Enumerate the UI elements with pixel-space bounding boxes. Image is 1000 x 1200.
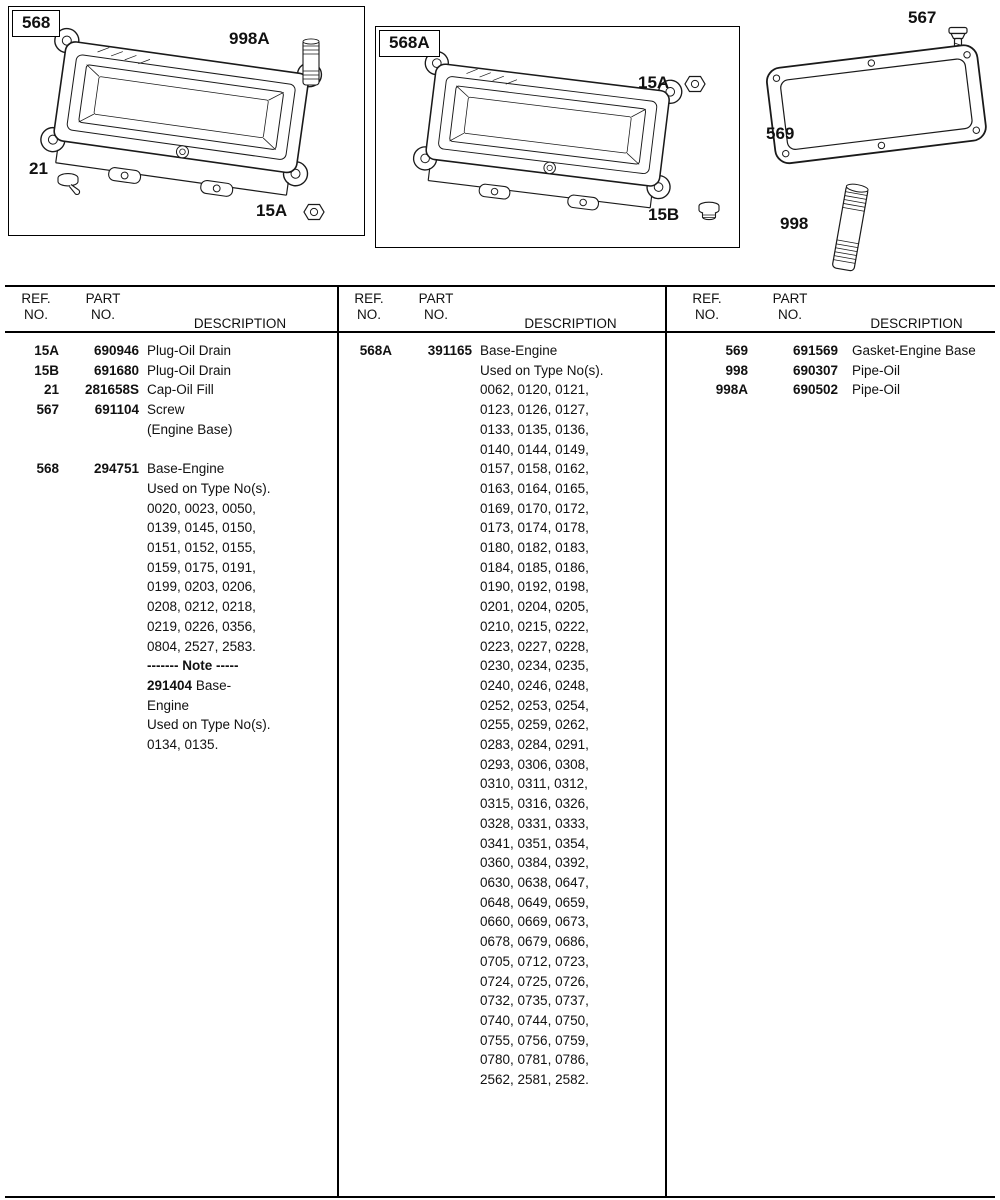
- parts-column-1: [5, 285, 337, 1198]
- ref-no: [346, 932, 392, 952]
- part-no: [400, 459, 472, 479]
- table-row: [13, 499, 335, 519]
- ref-no: [13, 518, 59, 538]
- table-row: [346, 755, 663, 775]
- description-line: 0020, 0023, 0050,: [147, 500, 256, 516]
- part-no: [400, 991, 472, 1011]
- table-row: [346, 952, 663, 972]
- part-no: [400, 814, 472, 834]
- part-no: [400, 499, 472, 519]
- table-row: [346, 440, 663, 460]
- part-no: [67, 597, 139, 617]
- header-ref-no: REF. NO.: [354, 291, 384, 322]
- description-line: 0173, 0174, 0178,: [480, 520, 589, 536]
- description-line: 0199, 0203, 0206,: [147, 579, 256, 595]
- oil-drain-plug-icon: [696, 201, 722, 225]
- part-no: [400, 479, 472, 499]
- ref-no: [346, 696, 392, 716]
- ref-no: [346, 715, 392, 735]
- parts-entry: [13, 380, 335, 400]
- header-description: DESCRIPTION: [870, 315, 963, 331]
- table-row: [346, 1070, 663, 1090]
- table-row: [346, 420, 663, 440]
- part-no: [400, 1031, 472, 1051]
- part-no: [400, 656, 472, 676]
- part-no: [400, 755, 472, 775]
- ref-no: [13, 420, 59, 440]
- description-line: Used on Type No(s).: [480, 362, 604, 378]
- part-no: [67, 637, 139, 657]
- table-row: [676, 361, 993, 381]
- part-no: [400, 420, 472, 440]
- ref-no: [13, 696, 59, 716]
- ref-no: 15A: [34, 343, 59, 358]
- part-no: [400, 637, 472, 657]
- description-line: 0163, 0164, 0165,: [480, 480, 589, 496]
- parts-entry: [13, 361, 335, 381]
- ref-no: [346, 400, 392, 420]
- table-row: [346, 518, 663, 538]
- description-line: 0740, 0744, 0750,: [480, 1012, 589, 1028]
- ref-no: [346, 637, 392, 657]
- table-row: [346, 617, 663, 637]
- description-line: Plug-Oil Drain: [147, 362, 232, 378]
- description-line: 0184, 0185, 0186,: [480, 559, 589, 575]
- table-row: [346, 1050, 663, 1070]
- ref-no: 567: [36, 402, 59, 418]
- parts-entry: [676, 361, 993, 381]
- description-line: (Engine Base): [147, 421, 233, 437]
- part-no: [400, 617, 472, 637]
- part-no: [400, 774, 472, 794]
- part-no: 691680: [93, 362, 139, 378]
- table-row: [346, 380, 663, 400]
- description-line: 0660, 0669, 0673,: [480, 914, 589, 930]
- parts-column-body: [5, 331, 337, 755]
- description-line: 0705, 0712, 0723,: [480, 953, 589, 969]
- part-no: [67, 538, 139, 558]
- part-no: 690307: [792, 362, 838, 378]
- description-line: 0208, 0212, 0218,: [147, 599, 256, 615]
- parts-entry: [13, 400, 335, 439]
- table-row: [676, 341, 993, 361]
- table-row: [346, 814, 663, 834]
- ref-no: [13, 617, 59, 637]
- part-no: [400, 794, 472, 814]
- description-line: 0134, 0135.: [147, 737, 219, 753]
- callout-15A: 15A: [638, 73, 670, 92]
- description-line: 0328, 0331, 0333,: [480, 815, 589, 831]
- part-no: [400, 873, 472, 893]
- ref-no: [346, 617, 392, 637]
- description-line: 0230, 0234, 0235,: [480, 658, 589, 674]
- ref-no: [346, 735, 392, 755]
- ref-no: [346, 518, 392, 538]
- table-row: [346, 774, 663, 794]
- header-description: DESCRIPTION: [524, 315, 617, 331]
- table-row: [13, 361, 335, 381]
- part-no: [400, 893, 472, 913]
- description-line: Base-Engine: [480, 343, 558, 358]
- description-line: 291404 Base-: [147, 677, 232, 693]
- table-row: [13, 696, 335, 716]
- description-line: 0169, 0170, 0172,: [480, 500, 589, 516]
- description-line: Pipe-Oil: [852, 382, 901, 398]
- oil-pipe-illustration: [824, 180, 876, 278]
- description-line: 0157, 0158, 0162,: [480, 461, 589, 477]
- part-no: [400, 912, 472, 932]
- ref-no: [346, 577, 392, 597]
- description-line: 2562, 2581, 2582.: [480, 1072, 589, 1088]
- part-no: [400, 696, 472, 716]
- description-line: ------- Note -----: [147, 658, 239, 674]
- description-line: 0780, 0781, 0786,: [480, 1052, 589, 1068]
- description-line: 0210, 0215, 0222,: [480, 618, 589, 634]
- ref-no: 21: [43, 382, 59, 398]
- part-no: [400, 380, 472, 400]
- table-row: [13, 715, 335, 735]
- callout-569: 569: [766, 124, 795, 143]
- ref-no: [13, 676, 59, 696]
- part-no: [67, 558, 139, 578]
- description-line: 0180, 0182, 0183,: [480, 540, 589, 556]
- part-no: [400, 597, 472, 617]
- description-line: 0255, 0259, 0262,: [480, 717, 589, 733]
- description-line: 0804, 2527, 2583.: [147, 638, 256, 654]
- description-line: Plug-Oil Drain: [147, 343, 232, 358]
- ref-no: [346, 912, 392, 932]
- ref-no: [346, 459, 392, 479]
- part-no: [67, 656, 139, 676]
- description-line: Used on Type No(s).: [147, 717, 271, 733]
- description-line: 0240, 0246, 0248,: [480, 677, 589, 693]
- header-part-no: PART NO.: [418, 291, 454, 322]
- table-row: [346, 637, 663, 657]
- ref-no: [346, 794, 392, 814]
- description-line: 0293, 0306, 0308,: [480, 756, 589, 772]
- table-row: [13, 656, 335, 676]
- ref-no: [13, 479, 59, 499]
- table-row: [346, 696, 663, 716]
- description-line: Pipe-Oil: [852, 362, 901, 378]
- table-row: [346, 479, 663, 499]
- part-no: [400, 715, 472, 735]
- ref-no: [346, 952, 392, 972]
- ref-no: [346, 873, 392, 893]
- part-no: [400, 440, 472, 460]
- part-no: 691104: [94, 402, 139, 418]
- ref-no: [346, 440, 392, 460]
- part-no: [400, 558, 472, 578]
- description-line: 0678, 0679, 0686,: [480, 934, 589, 950]
- table-row: [346, 991, 663, 1011]
- table-row: [13, 518, 335, 538]
- ref-no: [13, 558, 59, 578]
- part-no: [67, 479, 139, 499]
- oil-fill-cap-icon: [56, 171, 88, 199]
- description-line: Base-Engine: [147, 461, 225, 477]
- description-line: 0724, 0725, 0726,: [480, 973, 589, 989]
- description-line: 0341, 0351, 0354,: [480, 835, 589, 851]
- part-no: [400, 952, 472, 972]
- part-no: [400, 518, 472, 538]
- description-line: Cap-Oil Fill: [147, 382, 214, 398]
- ref-no: [13, 715, 59, 735]
- parts-column-2: [338, 285, 665, 1198]
- parts-entry: [346, 341, 663, 1090]
- part-no: [400, 735, 472, 755]
- ref-no: 568: [36, 461, 59, 477]
- table-row: [13, 558, 335, 578]
- oil-pipe-icon: [296, 37, 326, 89]
- ref-no: [346, 991, 392, 1011]
- part-no: [67, 676, 139, 696]
- diagram-panel-568A: [375, 26, 740, 248]
- table-row: [13, 341, 335, 361]
- ref-no: [346, 1011, 392, 1031]
- table-header: [666, 285, 995, 331]
- part-no: 690946: [93, 343, 139, 358]
- table-row: [13, 479, 335, 499]
- table-row: [346, 400, 663, 420]
- part-no: [67, 696, 139, 716]
- parts-entry: [676, 341, 993, 361]
- ref-no: [346, 538, 392, 558]
- table-row: [13, 577, 335, 597]
- diagram-panel-568: [8, 6, 365, 236]
- ref-no: [13, 538, 59, 558]
- callout-21: 21: [29, 159, 48, 178]
- table-row: [346, 656, 663, 676]
- part-no: [400, 834, 472, 854]
- part-no: 294751: [93, 461, 139, 477]
- ref-no: [346, 656, 392, 676]
- description-line: Used on Type No(s).: [147, 480, 271, 496]
- table-row: [676, 380, 993, 400]
- description-line: 0310, 0311, 0312,: [480, 776, 588, 792]
- description-line: 0133, 0135, 0136,: [480, 421, 589, 437]
- ref-no: [346, 558, 392, 578]
- table-row: [13, 735, 335, 755]
- description-line: Engine: [147, 697, 190, 713]
- header-ref-no: REF. NO.: [692, 291, 722, 322]
- ref-no: [346, 1070, 392, 1090]
- description-line: 0283, 0284, 0291,: [480, 737, 589, 753]
- table-row: [346, 893, 663, 913]
- part-no: [400, 972, 472, 992]
- ref-no: [13, 735, 59, 755]
- description-line: 0139, 0145, 0150,: [147, 520, 256, 536]
- callout-15B: 15B: [648, 205, 680, 224]
- table-row: [346, 361, 663, 381]
- header-description: DESCRIPTION: [193, 315, 287, 331]
- table-row: [346, 558, 663, 578]
- table-row: [13, 420, 335, 440]
- table-row: [346, 735, 663, 755]
- engine-base-gasket-illustration: [758, 24, 998, 179]
- parts-column-3: [666, 285, 995, 1198]
- header-part-no: PART NO.: [772, 291, 808, 322]
- parts-entry: [13, 459, 335, 755]
- part-no: [400, 1050, 472, 1070]
- ref-no: [346, 972, 392, 992]
- ref-no: [346, 676, 392, 696]
- description-line: 0315, 0316, 0326,: [480, 796, 589, 812]
- part-no: [67, 617, 139, 637]
- table-row: [346, 538, 663, 558]
- oil-drain-plug-icon: [684, 75, 706, 93]
- description-line: 0190, 0192, 0198,: [480, 579, 589, 595]
- description-line: 0252, 0253, 0254,: [480, 697, 589, 713]
- description-line: 0219, 0226, 0356,: [147, 618, 256, 634]
- table-row: [346, 873, 663, 893]
- table-row: [346, 834, 663, 854]
- table-row: [13, 538, 335, 558]
- part-no: [67, 577, 139, 597]
- table-row: [346, 459, 663, 479]
- oil-drain-plug-icon: [303, 203, 325, 221]
- ref-no: [346, 1031, 392, 1051]
- parts-entry: [13, 341, 335, 361]
- description-line: 0755, 0756, 0759,: [480, 1032, 589, 1048]
- part-no: [400, 361, 472, 381]
- ref-no: [346, 893, 392, 913]
- panel-label-568: 568: [12, 10, 60, 37]
- table-row: [13, 637, 335, 657]
- ref-no: 569: [725, 343, 748, 358]
- description-line: 0123, 0126, 0127,: [480, 402, 589, 418]
- panel-label-568A: 568A: [379, 30, 440, 57]
- description-line: 0223, 0227, 0228,: [480, 638, 589, 654]
- ref-no: [13, 597, 59, 617]
- table-row: [346, 341, 663, 361]
- parts-column-body: [666, 331, 995, 400]
- ref-no: [346, 420, 392, 440]
- part-no: [400, 577, 472, 597]
- ref-no: [13, 656, 59, 676]
- part-no: [400, 932, 472, 952]
- description-line: 0630, 0638, 0647,: [480, 874, 589, 890]
- table-row: [346, 715, 663, 735]
- table-row: [346, 577, 663, 597]
- part-no: [67, 518, 139, 538]
- description-line: 0140, 0144, 0149,: [480, 441, 589, 457]
- parts-column-body: [338, 331, 665, 1090]
- header-ref-no: REF. NO.: [21, 291, 51, 322]
- ref-no: [346, 361, 392, 381]
- ref-no: 568A: [359, 343, 392, 358]
- table-row: [13, 597, 335, 617]
- table-row: [13, 400, 335, 420]
- table-row: [346, 499, 663, 519]
- table-header: [5, 285, 337, 331]
- table-row: [346, 597, 663, 617]
- table-header: [338, 285, 665, 331]
- description-line: 0062, 0120, 0121,: [480, 382, 589, 398]
- part-no: [400, 1070, 472, 1090]
- ref-no: [346, 755, 392, 775]
- ref-no: [346, 814, 392, 834]
- table-row: [13, 676, 335, 696]
- part-no: [400, 538, 472, 558]
- callout-998: 998: [780, 214, 809, 233]
- table-row: [346, 794, 663, 814]
- description-line: 0360, 0384, 0392,: [480, 855, 589, 871]
- ref-no: [346, 499, 392, 519]
- table-row: [13, 459, 335, 479]
- callout-567: 567: [908, 8, 937, 27]
- table-row: [346, 853, 663, 873]
- table-row: [346, 1031, 663, 1051]
- part-no: 281658S: [84, 382, 139, 398]
- ref-no: [13, 637, 59, 657]
- description-line: 0159, 0175, 0191,: [147, 559, 256, 575]
- part-no: [400, 1011, 472, 1031]
- ref-no: [13, 499, 59, 519]
- callout-15A: 15A: [256, 201, 288, 220]
- ref-no: [346, 774, 392, 794]
- description-line: 0732, 0735, 0737,: [480, 993, 589, 1009]
- ref-no: [346, 834, 392, 854]
- part-no: [67, 735, 139, 755]
- table-row: [346, 972, 663, 992]
- part-no: [400, 676, 472, 696]
- description-line: 0648, 0649, 0659,: [480, 894, 589, 910]
- header-part-no: PART NO.: [85, 291, 121, 322]
- table-row: [346, 912, 663, 932]
- ref-no: [13, 577, 59, 597]
- part-no: [67, 420, 139, 440]
- part-no: 691569: [792, 343, 838, 358]
- ref-no: 998A: [715, 382, 748, 398]
- ref-no: 998: [725, 362, 748, 378]
- part-no: 391165: [427, 343, 472, 358]
- table-row: [346, 1011, 663, 1031]
- table-row: [13, 380, 335, 400]
- description-line: 0201, 0204, 0205,: [480, 599, 589, 615]
- ref-no: [346, 853, 392, 873]
- part-no: [400, 853, 472, 873]
- ref-no: [346, 479, 392, 499]
- ref-no: [346, 380, 392, 400]
- part-no: [400, 400, 472, 420]
- table-row: [346, 932, 663, 952]
- part-no: 690502: [792, 382, 838, 398]
- description-line: 0151, 0152, 0155,: [147, 540, 256, 556]
- table-row: [13, 617, 335, 637]
- ref-no: [346, 597, 392, 617]
- description-line: Screw: [147, 402, 185, 418]
- parts-entry: [676, 380, 993, 400]
- part-no: [67, 715, 139, 735]
- parts-table: [5, 285, 995, 1198]
- table-row: [346, 676, 663, 696]
- ref-no: 15B: [34, 362, 59, 378]
- description-line: Gasket-Engine Base: [852, 343, 976, 358]
- ref-no: [346, 1050, 392, 1070]
- callout-998A: 998A: [229, 29, 270, 48]
- part-no: [67, 499, 139, 519]
